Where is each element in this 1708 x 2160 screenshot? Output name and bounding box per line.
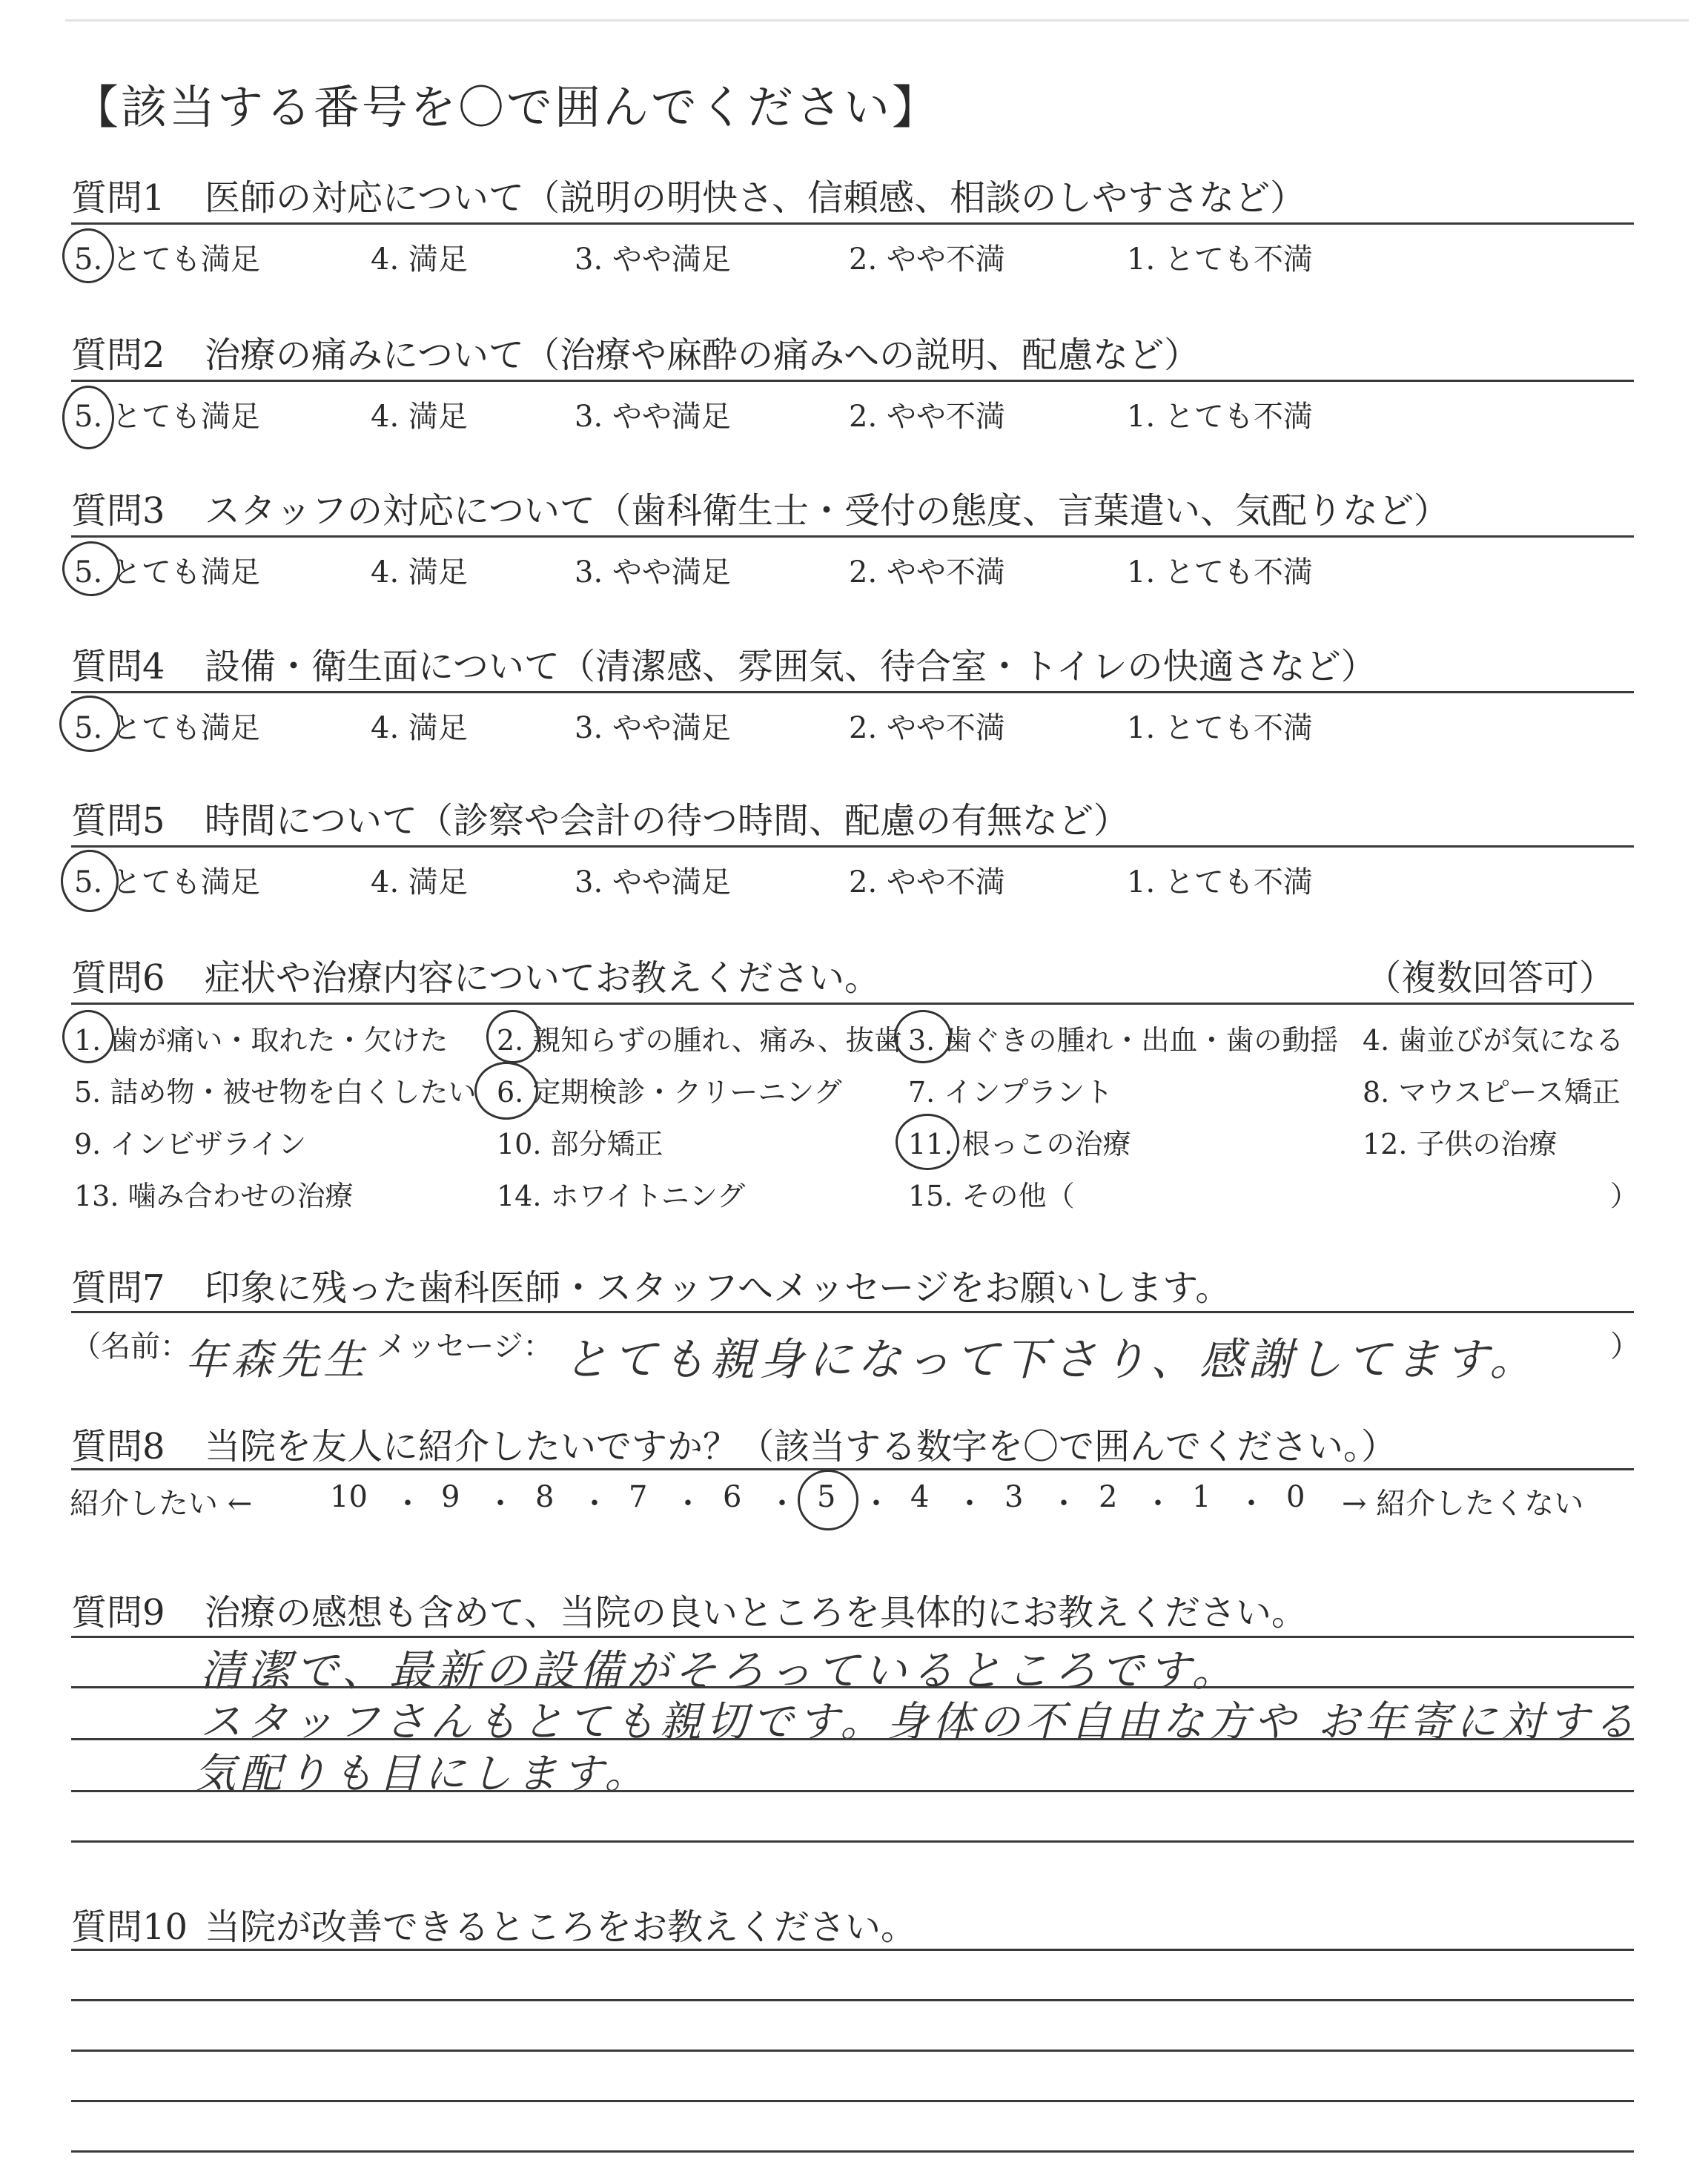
answer-circle xyxy=(474,1062,538,1120)
handwritten-answer-line: 気配りも目にします。 xyxy=(194,1750,651,1798)
scale-value[interactable]: 0 xyxy=(1286,1480,1305,1514)
option-3[interactable]: 3. やや満足 xyxy=(575,711,731,745)
option-1[interactable]: 1. とても不満 xyxy=(1127,711,1313,745)
scale-value[interactable]: 6 xyxy=(723,1480,742,1514)
scale-dot: ・ xyxy=(1143,1487,1173,1521)
writing-line xyxy=(71,1738,1634,1740)
symptom-option[interactable]: 14. ホワイトニング xyxy=(497,1180,746,1212)
symptom-option[interactable]: 11. 根っこの治療 xyxy=(908,1128,1131,1160)
option-5[interactable]: 5. とても満足 xyxy=(74,555,260,589)
option-4[interactable]: 4. 満足 xyxy=(371,242,468,277)
scale-value[interactable]: 5 xyxy=(817,1480,836,1514)
scale-value[interactable]: 4 xyxy=(910,1480,930,1514)
answer-circle xyxy=(486,1010,540,1063)
answer-circle xyxy=(59,696,120,752)
option-3[interactable]: 3. やや満足 xyxy=(575,400,731,434)
scale-dot: ・ xyxy=(486,1487,515,1521)
scale-value[interactable]: 1 xyxy=(1192,1480,1211,1514)
question-number: 質問1 xyxy=(71,177,165,219)
option-3[interactable]: 3. やや満足 xyxy=(575,865,731,899)
scale-dot: ・ xyxy=(767,1487,797,1521)
question-1 xyxy=(71,169,1305,220)
writing-line xyxy=(71,1840,1634,1843)
symptom-option[interactable]: 15. その他（ xyxy=(908,1180,1075,1212)
symptom-option[interactable]: 6. 定期検診・クリーニング xyxy=(497,1076,842,1109)
name-label: （名前： xyxy=(71,1330,190,1364)
question-number: 質問4 xyxy=(71,646,165,687)
symptom-option[interactable]: 8. マウスピース矯正 xyxy=(1363,1076,1621,1109)
symptom-option[interactable]: 10. 部分矯正 xyxy=(497,1128,663,1160)
question-rule xyxy=(71,222,1634,225)
question-number: 質問9 xyxy=(71,1592,165,1634)
scale-value[interactable]: 10 xyxy=(330,1480,368,1514)
option-3[interactable]: 3. やや満足 xyxy=(575,555,731,589)
question-rule xyxy=(71,1003,1634,1005)
handwritten-answer-line: 清潔で、最新の設備がそろっているところです。 xyxy=(200,1645,1239,1696)
question-text: スタッフの対応について（歯科衛生士・受付の態度、言葉遣い、気配りなど） xyxy=(205,490,1450,532)
recommend-right-label: → 紹介したくない xyxy=(1342,1487,1584,1521)
question-5 xyxy=(71,792,1129,843)
scale-value[interactable]: 9 xyxy=(441,1480,460,1514)
option-5[interactable]: 5. とても満足 xyxy=(74,865,260,899)
symptom-option[interactable]: 9. インビザライン xyxy=(74,1128,307,1160)
scale-value[interactable]: 7 xyxy=(629,1480,648,1514)
option-5[interactable]: 5. とても満足 xyxy=(74,711,260,745)
message-label: メッセージ： xyxy=(377,1330,553,1364)
option-4[interactable]: 4. 満足 xyxy=(371,555,468,589)
scale-value[interactable]: 3 xyxy=(1004,1480,1024,1514)
option-4[interactable]: 4. 満足 xyxy=(371,400,468,434)
question-rule xyxy=(71,535,1634,538)
question-number: 質問10 xyxy=(71,1906,188,1948)
page-title: 【該当する番号を〇で囲んでください】 xyxy=(73,80,941,134)
scale-value[interactable]: 2 xyxy=(1099,1480,1118,1514)
question-number: 質問7 xyxy=(71,1267,165,1309)
handwritten-message: とても親身になって下さり、感謝してます。 xyxy=(563,1334,1539,1386)
question-9 xyxy=(71,1584,1307,1635)
question-rule xyxy=(71,380,1634,382)
answer-circle xyxy=(62,386,114,449)
writing-line xyxy=(71,2150,1634,2153)
question-text: 当院を友人に紹介したいですか？（該当する数字を〇で囲んでください。） xyxy=(205,1426,1397,1467)
scale-dot: ・ xyxy=(393,1487,423,1521)
question-number: 質問8 xyxy=(71,1426,165,1467)
answer-circle xyxy=(61,850,119,912)
recommend-left-label: 紹介したい ← xyxy=(70,1487,253,1521)
question-text: 症状や治療内容についてお教えください。 xyxy=(205,957,881,999)
question-number: 質問3 xyxy=(71,490,165,532)
top-border xyxy=(65,19,1689,22)
option-1[interactable]: 1. とても不満 xyxy=(1127,865,1313,899)
option-1[interactable]: 1. とても不満 xyxy=(1127,242,1313,277)
writing-line xyxy=(71,1999,1634,2001)
question-3 xyxy=(71,482,1449,533)
option-2[interactable]: 2. やや不満 xyxy=(849,711,1005,745)
symptom-option[interactable]: 13. 噛み合わせの治療 xyxy=(74,1180,354,1212)
question-text: 治療の感想も含めて、当院の良いところを具体的にお教えください。 xyxy=(205,1592,1308,1634)
question-rule xyxy=(71,1311,1634,1313)
question-text: 設備・衛生面について（清潔感、雰囲気、待合室・トイレの快適さなど） xyxy=(205,646,1377,687)
option-5[interactable]: 5. とても満足 xyxy=(74,242,260,277)
answer-circle xyxy=(894,1010,952,1063)
option-2[interactable]: 2. やや不満 xyxy=(849,865,1005,899)
scale-dot: ・ xyxy=(955,1487,984,1521)
option-2[interactable]: 2. やや不満 xyxy=(849,555,1005,589)
option-4[interactable]: 4. 満足 xyxy=(371,865,468,899)
question-rule xyxy=(71,845,1634,848)
writing-line xyxy=(71,2050,1634,2052)
option-4[interactable]: 4. 満足 xyxy=(371,711,468,745)
question-7 xyxy=(71,1259,1231,1310)
scale-dot: ・ xyxy=(580,1487,609,1521)
answer-circle xyxy=(62,228,114,283)
scale-value[interactable]: 8 xyxy=(535,1480,555,1514)
symptom-option[interactable]: 2. 親知らずの腫れ、痛み、抜歯 xyxy=(497,1024,902,1057)
question-10 xyxy=(71,1898,916,1949)
question-2 xyxy=(71,326,1199,377)
symptom-option[interactable]: 1. 歯が痛い・取れた・欠けた xyxy=(74,1024,448,1057)
message-close-paren: ） xyxy=(1610,1330,1640,1364)
question-rule xyxy=(71,691,1634,693)
scale-dot: ・ xyxy=(673,1487,703,1521)
other-close-paren: ） xyxy=(1610,1180,1639,1212)
question-number: 質問2 xyxy=(71,334,165,376)
question-text: 治療の痛みについて（治療や麻酔の痛みへの説明、配慮など） xyxy=(205,334,1200,376)
symptom-option[interactable]: 12. 子供の治療 xyxy=(1363,1128,1558,1160)
answer-circle xyxy=(62,541,120,596)
writing-line xyxy=(71,2100,1634,2102)
scale-dot: ・ xyxy=(1049,1487,1079,1521)
option-3[interactable]: 3. やや満足 xyxy=(575,242,731,277)
option-2[interactable]: 2. やや不満 xyxy=(849,242,1005,277)
writing-line xyxy=(71,1949,1634,1951)
scale-dot: ・ xyxy=(861,1487,891,1521)
symptom-option[interactable]: 5. 詰め物・被せ物を白くしたい xyxy=(74,1076,477,1109)
answer-circle xyxy=(62,1010,114,1063)
question-text: 医師の対応について（説明の明快さ、信頼感、相談のしやすさなど） xyxy=(205,177,1306,219)
handwritten-name: 年森先生 xyxy=(185,1336,369,1384)
answer-circle xyxy=(798,1470,858,1530)
option-2[interactable]: 2. やや不満 xyxy=(849,400,1005,434)
scale-dot: ・ xyxy=(1237,1487,1266,1521)
question-text: 時間について（診察や会計の待つ時間、配慮の有無など） xyxy=(205,800,1130,842)
symptom-option[interactable]: 3. 歯ぐきの腫れ・出血・歯の動揺 xyxy=(908,1024,1339,1057)
question-number: 質問5 xyxy=(71,800,165,842)
question-text: 当院が改善できるところをお教えください。 xyxy=(205,1906,917,1948)
question-rule xyxy=(71,1468,1634,1470)
option-1[interactable]: 1. とても不満 xyxy=(1127,400,1313,434)
question-6 xyxy=(71,949,880,1000)
multi-answer-note: （複数回答可） xyxy=(1366,957,1615,999)
option-5[interactable]: 5. とても満足 xyxy=(74,400,260,434)
answer-circle xyxy=(896,1114,959,1170)
question-8 xyxy=(71,1418,1397,1469)
writing-line xyxy=(71,1790,1634,1792)
question-4 xyxy=(71,638,1377,689)
question-text: 印象に残った歯科医師・スタッフへメッセージをお願いします。 xyxy=(205,1267,1231,1309)
writing-line xyxy=(71,1686,1634,1688)
symptom-option[interactable]: 7. インプラント xyxy=(908,1076,1113,1109)
question-number: 質問6 xyxy=(71,957,165,999)
symptom-option[interactable]: 4. 歯並びが気になる xyxy=(1363,1024,1624,1057)
option-1[interactable]: 1. とても不満 xyxy=(1127,555,1313,589)
handwritten-answer-line: スタッフさんもとても親切です。身体の不自由な方や お年寄に対する xyxy=(200,1698,1640,1746)
